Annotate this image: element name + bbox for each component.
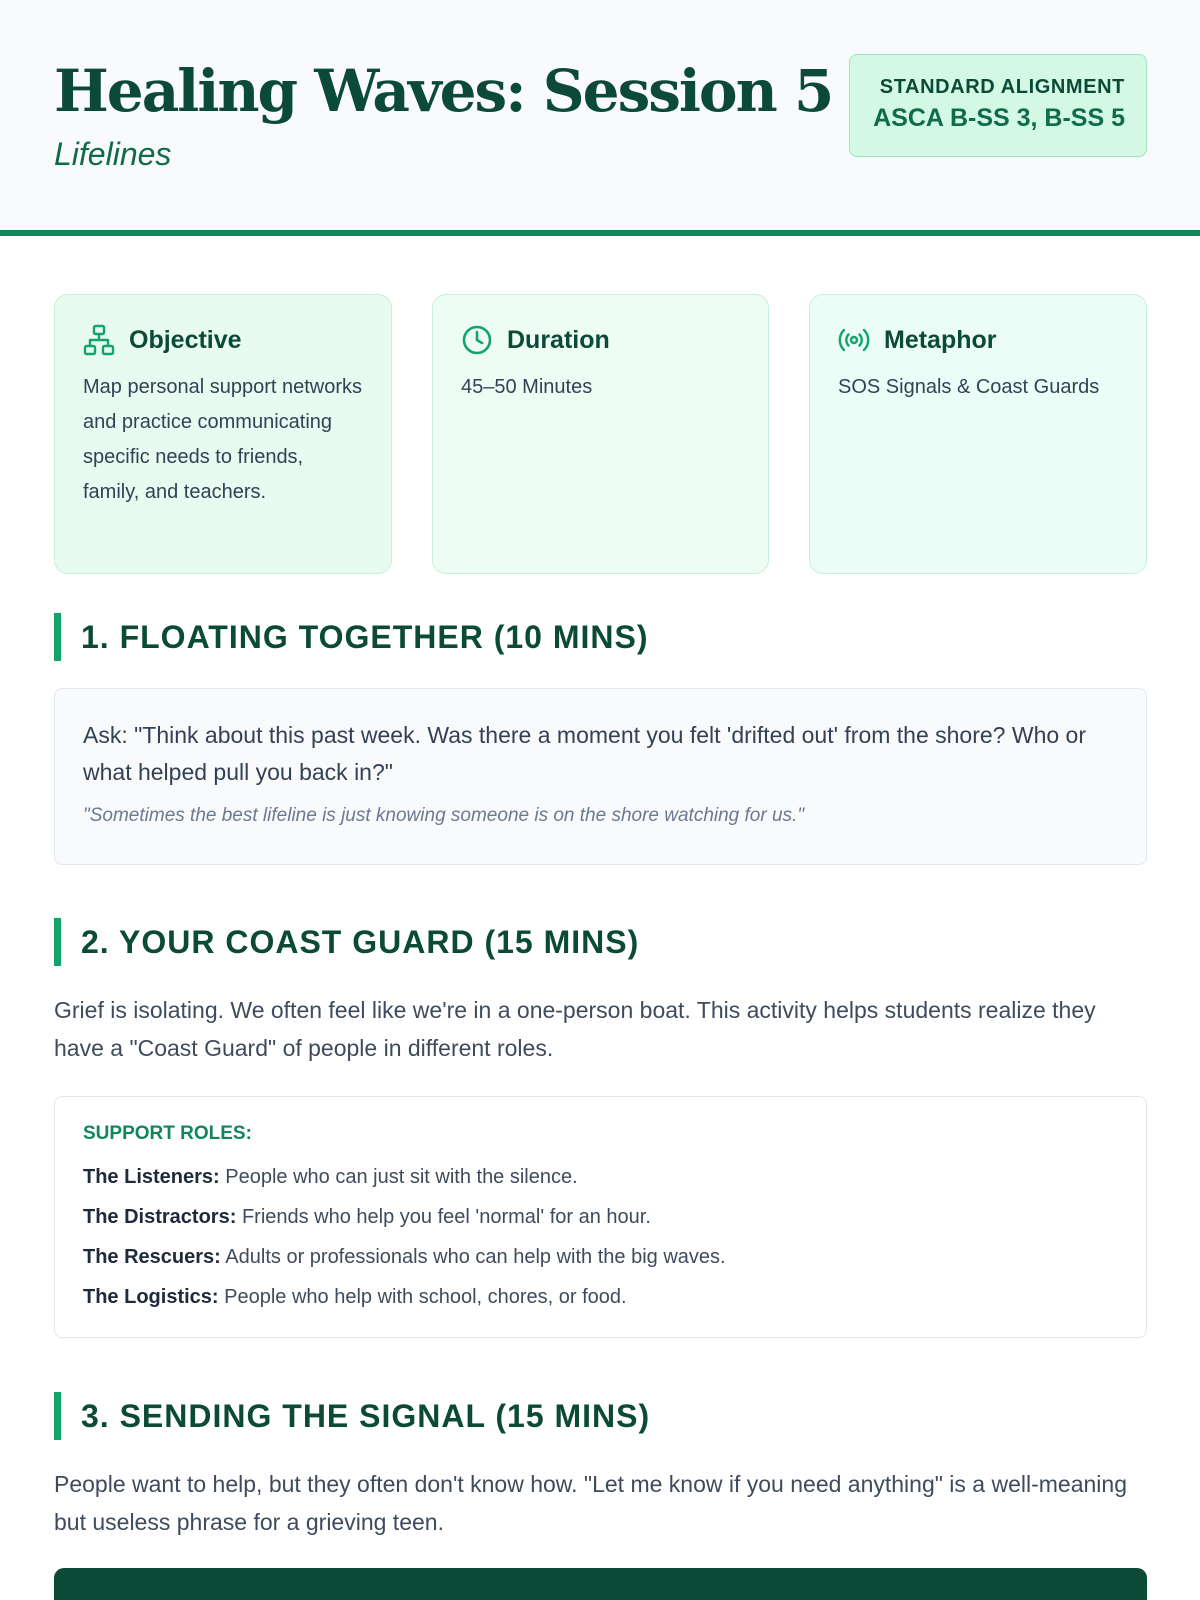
sending-signal-intro: People want to help, but they often don't know how. "Let me know if you need anything" is a well-meaning but useless phrase for a grieving teen.: [54, 1471, 1127, 1535]
role-name: The Distractors:: [83, 1206, 237, 1228]
roles-heading: SUPPORT ROLES:: [83, 1123, 252, 1144]
page-title: Healing Waves: Session 5: [54, 57, 833, 125]
facilitator-quote: "Sometimes the best lifeline is just knowing someone is on the shore watching for us.": [83, 805, 805, 826]
card-title: Objective: [129, 325, 242, 354]
card-title: Duration: [507, 325, 610, 354]
role-name: The Logistics:: [83, 1286, 219, 1308]
duration-card: [432, 294, 769, 574]
list-item: [83, 1197, 1118, 1237]
script-card: [54, 1568, 1147, 1600]
list-item: [83, 1277, 1118, 1317]
clock-icon: [461, 324, 493, 356]
signal-icon: [838, 324, 870, 356]
support-roles-box: [54, 1096, 1147, 1338]
role-description: Friends who help you feel 'normal' for an hour.: [241, 1206, 651, 1228]
badge-value: ASCA B-SS 3, B-SS 5: [873, 104, 1125, 132]
role-description: Adults or professionals who can help with the big waves.: [225, 1246, 726, 1268]
card-title: Metaphor: [884, 325, 997, 354]
discussion-prompt: Ask: "Think about this past week. Was there a moment you felt 'drifted out' from the shore? Who or what helped pull you back in?": [83, 722, 1086, 785]
role-description: People who help with school, chores, or food.: [224, 1286, 627, 1308]
section-title-coast-guard: 2. YOUR COAST GUARD (15 MINS): [54, 918, 639, 966]
page-subtitle: Lifelines: [54, 136, 172, 172]
standard-alignment-badge: [849, 54, 1147, 157]
section-title-floating-together: 1. FLOATING TOGETHER (10 MINS): [54, 613, 649, 661]
role-name: The Rescuers:: [83, 1246, 221, 1268]
section-title-sending-signal: 3. SENDING THE SIGNAL (15 MINS): [54, 1392, 650, 1440]
coast-guard-intro: Grief is isolating. We often feel like we're in a one-person boat. This activity helps students realize they have a "Coast Guard" of people in different roles.: [54, 997, 1096, 1061]
network-icon: [83, 324, 115, 356]
role-name: The Listeners:: [83, 1166, 220, 1188]
role-description: People who can just sit with the silence.: [225, 1166, 578, 1188]
discussion-prompt-box: [54, 688, 1147, 865]
metaphor-card: [809, 294, 1147, 574]
page-header: [0, 0, 1200, 236]
card-text: 45–50 Minutes: [461, 376, 593, 398]
list-item: [83, 1237, 1118, 1277]
objective-card: [54, 294, 392, 574]
card-text: Map personal support networks and practice communicating specific needs to friends, family, and teachers.: [83, 376, 363, 503]
card-text: SOS Signals & Coast Guards: [838, 376, 1100, 398]
list-item: [83, 1157, 1118, 1197]
badge-label: STANDARD ALIGNMENT: [879, 76, 1125, 98]
